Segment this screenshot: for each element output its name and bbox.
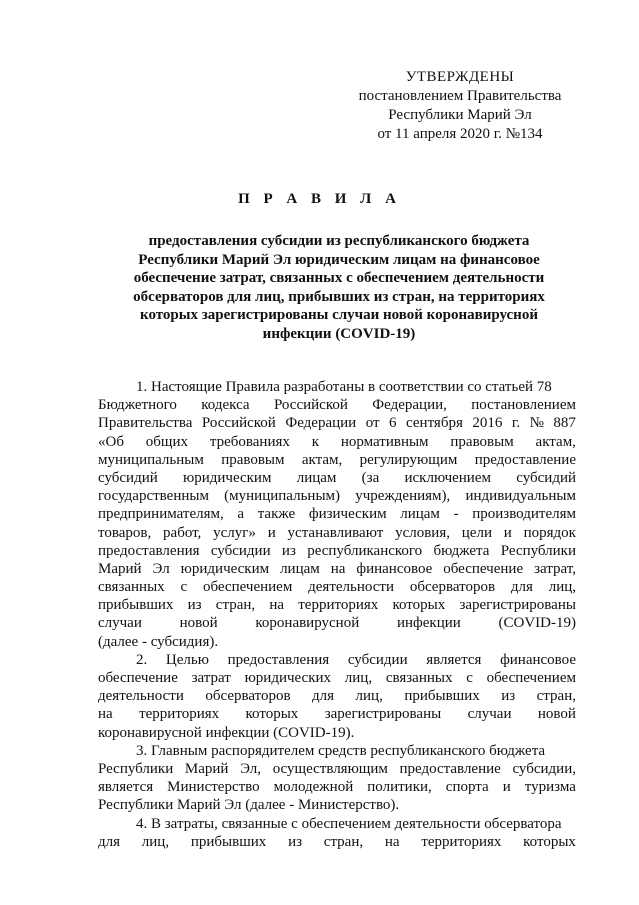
body-word: связанных [385,670,453,686]
body-word: индивидуальным [465,488,576,505]
body-line [98,396,576,414]
body-line [98,651,576,669]
body-word: Федерации, [372,397,447,414]
body-word: сентября [406,415,463,432]
body-line [98,760,576,778]
document-subtitle [118,232,560,343]
body-line [98,433,576,451]
body-word: республиканского [307,542,423,559]
body-word: Бюджетного [98,397,177,414]
body-line [98,705,576,723]
body-word: Республики [98,760,174,777]
body-word: обеспечение [98,670,178,686]
body-word: из [187,597,202,614]
document-title: П Р А В И Л А [238,191,401,207]
body-line [98,614,576,632]
body-word: также [257,506,296,523]
body-word: случаи [467,706,512,723]
body-word: с [466,670,473,686]
body-word: (муниципальным) [224,488,341,505]
body-line [98,796,576,814]
body-line [98,505,576,523]
body-word: юридическим [180,560,270,577]
body-word: «Об [98,433,124,450]
body-word: (COVID-19) [498,615,576,632]
body-word: 3. Главным распорядителем средств республиканского бюджета [136,742,546,759]
body-word: новой [537,706,576,723]
body-word: субсидий [516,469,576,486]
body-word: Федерации [285,415,357,432]
body-word: г. [511,415,521,432]
subtitle-line: обеспечение затрат, связанных с обеспечением деятельности [133,270,545,286]
body-word: услуг» [213,524,256,541]
body-word: лицам [400,506,440,523]
body-word: является [426,651,482,668]
subtitle-line: предоставления субсидии из республиканского бюджета [148,233,530,249]
body-word: лиц, [548,579,576,596]
body-word: деятельности [308,579,394,596]
body-word: которых [245,706,299,723]
body-line [98,778,576,796]
body-word: условия, [395,524,450,541]
body-line [98,833,576,851]
body-word: стран, [536,688,576,705]
body-word: для [312,688,335,705]
body-word: осуществляющим [272,760,388,777]
body-line [98,469,576,487]
body-word: связанных [98,579,165,596]
body-word: № [529,415,544,432]
body-line [98,524,576,542]
body-word: (далее - субсидия). [98,633,219,650]
body-word: субсидии [210,542,271,559]
body-word: обсерваторов [205,688,291,705]
body-word: бюджета [433,542,490,559]
body-word: коронавирусной инфекции (COVID-19). [98,724,355,741]
body-line [98,633,576,651]
body-word: 6 [389,415,397,432]
body-word: актам, [301,451,343,468]
body-word: Марий [98,560,142,577]
body-word: - [453,506,459,523]
body-word: предпринимателям, [98,506,224,523]
body-word: 2016 [472,415,503,432]
body-word: которых [523,833,576,850]
body-word: зарегистрированы [324,706,442,723]
body-word: прибывших [98,597,174,614]
body-word: муниципальным [98,451,204,468]
subtitle-line: обсерваторов для лиц, прибывших из стран, на территориях [133,288,545,305]
body-word: из [501,688,516,705]
body-line [98,742,576,760]
body-word: затрат, [534,560,576,577]
approval-line-3: от 11 апреля 2020 г. №134 [377,126,543,142]
body-word: на [98,706,113,723]
body-word: работ, [163,524,202,541]
body-word: политики, [367,779,432,796]
body-word: от [365,415,380,432]
body-word: финансовое [500,651,576,668]
body-line [98,596,576,614]
body-word: молодежной [273,779,354,796]
body-word: кодекса [201,397,250,414]
body-word: физическим [308,506,387,523]
body-line [98,687,576,705]
body-word: правовым [221,451,285,468]
body-word: Российской [273,397,348,414]
body-word: лиц, [355,688,383,705]
body-line [98,451,576,469]
body-word: зарегистрированы [459,597,576,614]
body-word: на [330,560,346,577]
body-word: государственным [98,488,209,505]
body-word: и [267,524,276,541]
body-word: нормативным [340,433,429,450]
body-word: лиц, [344,670,373,686]
body-word: Российской [201,415,276,432]
body-word: стран, [323,833,364,850]
body-word: порядок [523,524,576,541]
body-line [98,542,576,560]
body-word: территориях [139,706,220,723]
body-word: субсидий [98,469,158,486]
body-word: Целью [165,651,209,668]
body-word: обеспечение [443,560,524,577]
body-line [98,487,576,505]
body-word: юридических [244,670,332,686]
body-word: правовым [450,433,514,450]
body-line [98,669,576,687]
body-word: затрат [191,670,231,686]
body-word: юридическим [183,469,272,486]
body-line [98,815,576,833]
body-word: которых [392,597,446,614]
body-word: 4. В затраты, связанные с обеспечением деятельности обсерватора [136,815,562,832]
approval-stamp [340,68,580,144]
body-word: Марий [184,760,229,777]
body-word: предоставление [399,760,501,777]
body-word: а [237,506,245,523]
body-word: деятельности [98,688,184,705]
body-line [98,724,576,742]
body-word: для [510,579,533,596]
body-word: прибывших [404,688,480,705]
body-line [98,578,576,596]
body-word: финансовое [356,560,433,577]
body-word: коронавирусной [255,615,360,632]
body-word: для [98,833,121,850]
subtitle-line: которых зарегистрированы случаи новой коронавирусной [140,307,538,323]
body-line [98,560,576,578]
body-word: лицам [296,469,337,486]
body-word: новой [179,615,218,632]
body-word: туризма [524,779,576,796]
body-word: производителям [472,506,576,523]
body-word: предоставление [474,451,576,468]
approval-line-2: Республики Марий Эл [388,107,532,123]
body-word: Правительства [98,415,193,432]
body-word: субсидии, [512,760,576,777]
body-word: предоставления [227,651,330,668]
body-word: (за [361,469,380,486]
body-word: 1. Настоящие Правила разработаны в соответствии со статьей 78 [136,379,552,395]
body-word: к [311,433,319,450]
body-word: территориях [298,597,379,614]
body-word: 887 [553,415,576,432]
body-word: прибывших [190,833,267,850]
body-word: на [384,833,400,850]
body-word: Эл [152,560,170,577]
body-word: обсерваторов [409,579,496,596]
body-word: и [503,524,512,541]
body-word: на [269,597,285,614]
document-body [98,378,576,851]
body-word: устанавливают [287,524,384,541]
body-word: с [180,579,188,596]
body-word: обеспечением [202,579,293,596]
subtitle-line: Республики Марий Эл юридическим лицам на финансовое [138,251,540,268]
subtitle-line: инфекции (COVID-19) [262,325,416,342]
body-word: 2. [136,651,148,668]
body-word: требованиях [209,433,290,450]
body-word: актам, [535,433,576,450]
body-word: регулирующим [359,451,458,468]
body-word: Республики Марий Эл (далее - Министерство). [98,797,400,814]
body-word: цели [461,524,492,541]
body-word: инфекции [396,615,461,632]
body-line [98,414,576,432]
body-line [98,378,576,396]
body-word: и [502,779,511,796]
body-word: из [281,542,296,559]
body-word: Эл, [240,760,262,777]
body-word: предоставления [98,542,200,559]
body-word: Министерство [167,779,260,796]
body-word: является [98,779,154,796]
body-word: спорта [445,779,489,796]
body-word: лицам [280,560,320,577]
body-word: субсидии [347,651,408,668]
body-word: стран, [215,597,256,614]
body-word: лиц, [141,833,170,850]
body-word: территориях [421,833,502,850]
body-word: случаи [98,615,142,632]
body-word: исключением [404,469,491,486]
body-word: общих [145,433,189,450]
body-word: Республики [500,542,576,559]
approval-line-1: постановлением Правительства [358,88,562,104]
approval-title: УТВЕРЖДЕНЫ [405,69,515,85]
body-word: постановлением [471,397,576,414]
body-word: из [288,833,303,850]
body-word: учреждениям), [355,488,451,505]
body-word: товаров, [98,524,152,541]
body-word: обеспечением [486,670,576,686]
